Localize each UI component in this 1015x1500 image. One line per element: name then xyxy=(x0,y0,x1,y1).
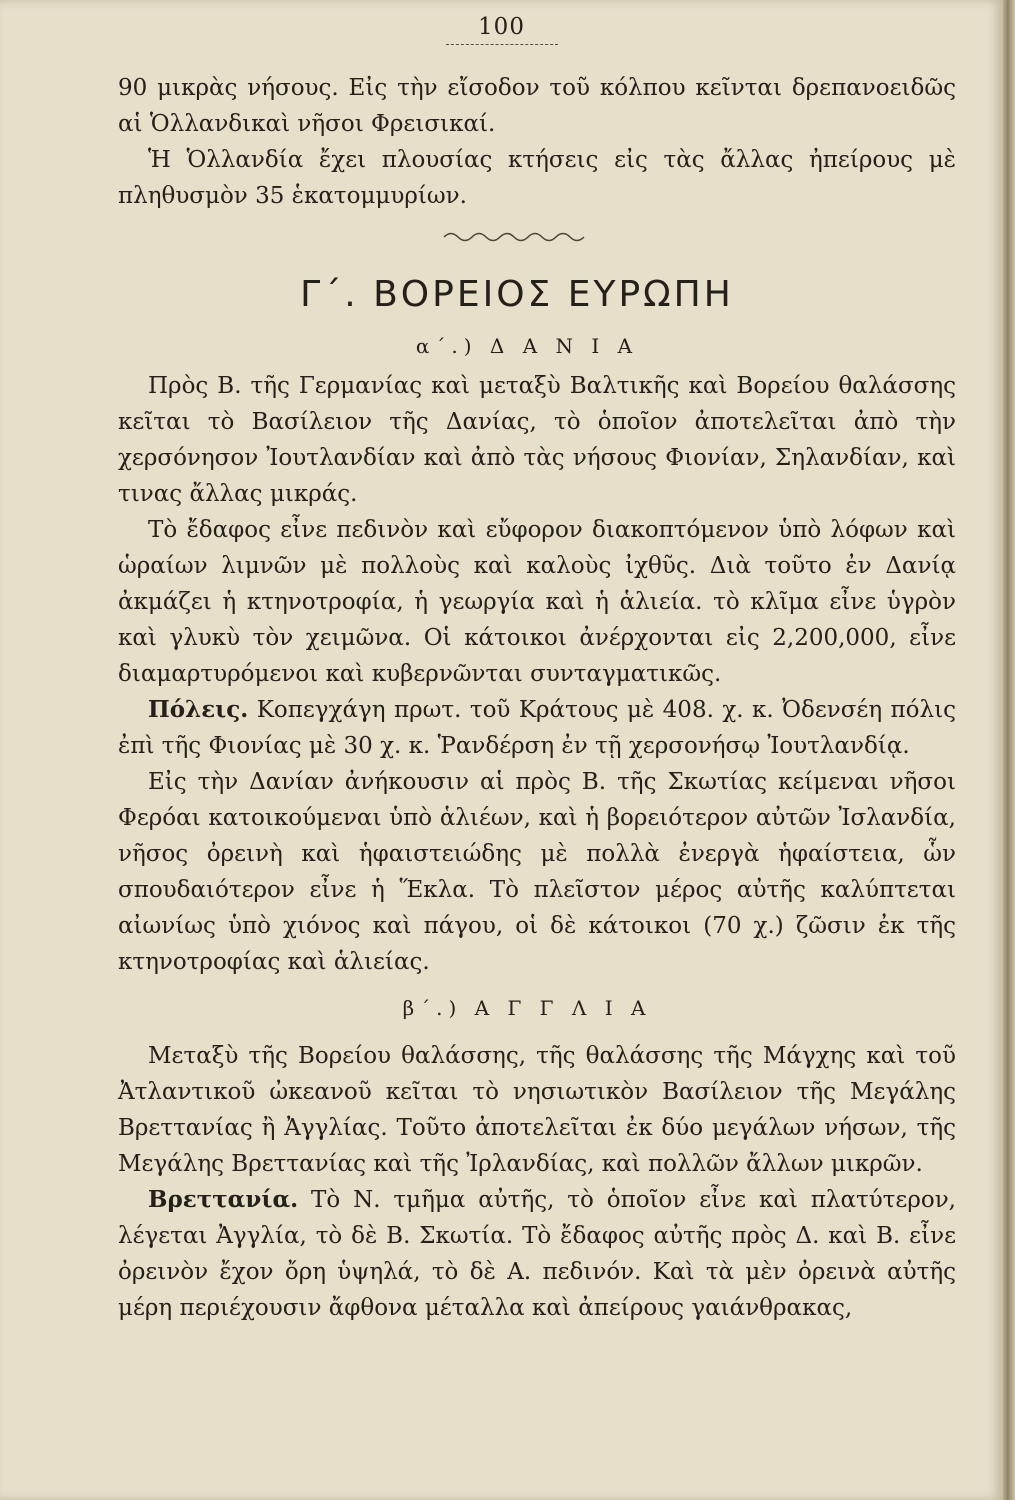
paragraph: Πρὸς Β. τῆς Γερμανίας καὶ μεταξὺ Βαλτικῆς καὶ Βορείου θαλάσσης κεῖται τὸ Βασίλειον τῆς Δανίας, τὸ ὁποῖον ἀποτελεῖται ἀπὸ τὴν χερσόνησον Ἰουτλανδίαν καὶ ἀπὸ τὰς νήσους Φιονίαν, Σηλανδίαν, καὶ τινας ἄλλας μικράς. xyxy=(118,373,956,507)
page-number: 100 xyxy=(478,14,525,40)
page-header xyxy=(0,14,1003,45)
subsection-heading-england: β΄.) Α Γ Γ Λ Ι Α xyxy=(402,996,652,1020)
paragraph: Μεταξὺ τῆς Βορείου θαλάσσης, τῆς θαλάσσης τῆς Μάγχης καὶ τοῦ Ἀτλαντικοῦ ὠκεανοῦ κεῖται τὸ νησιωτικὸν Βασίλειον τῆς Μεγάλης Βρεττανίας ἢ Ἀγγλίας. Τοῦτο ἀποτελεῖται ἐκ δύο μεγάλων νήσων, τῆς Μεγάλης Βρεττανίας καὶ τῆς Ἰρλανδίας, καὶ πολλῶν ἄλλων μικρῶν. xyxy=(118,1043,956,1177)
wavy-divider-ornament xyxy=(78,214,956,256)
paragraph: Τὸ ἔδαφος εἶνε πεδινὸν καὶ εὔφορον διακοπτόμενον ὑπὸ λόφων καὶ ὡραίων λιμνῶν μὲ πολλοὺς καὶ καλοὺς ἰχθῦς. Διὰ τοῦτο ἐν Δανίᾳ ἀκμάζει ἡ κτηνοτροφία, ἡ γεωργία καὶ ἡ ἁλιεία. τὸ κλῖμα εἶνε ὑγρὸν καὶ γλυκὺ τὸν χειμῶνα. Οἱ κάτοικοι ἀνέρχονται εἰς 2,200,000, εἶνε διαμαρτυρόμενοι καὶ κυβερνῶνται συνταγματικῶς. xyxy=(118,517,956,687)
cities-lead: Πόλεις. xyxy=(148,696,249,723)
section-heading: Γ΄. ΒΟΡΕΙΟΣ ΕΥΡΩΠΗ xyxy=(300,274,734,315)
britain-text: Τὸ Ν. τμῆμα αὐτῆς, τὸ ὁποῖον εἶνε καὶ πλατύτερον, λέγεται Ἀγγλία, τὸ δὲ Β. Σκωτία. Τὸ ἔδαφος αὐτῆς πρὸς Δ. καὶ Β. εἶνε ὀρεινὸν ἔχον ὄρη ὑψηλά, τὸ δὲ Α. πεδινόν. Καὶ τὰ μὲν ὀρεινὰ αὐτῆς μέρη περιέχουσιν ἄφθονα μέταλλα καὶ ἀπείρους γαιάνθρακας, xyxy=(118,1187,956,1321)
britain-lead: Βρεττανία. xyxy=(148,1186,299,1213)
paragraph: 90 μικρὰς νήσους. Εἰς τὴν εἴσοδον τοῦ κόλπου κεῖνται δρεπανοειδῶς αἱ Ὁλλανδικαὶ νῆσοι Φρεισικαί. xyxy=(118,75,956,137)
subsection-heading-denmark: α΄.) Δ Α Ν Ι Α xyxy=(415,334,639,358)
paragraph: Εἰς τὴν Δανίαν ἀνήκουσιν αἱ πρὸς Β. τῆς Σκωτίας κείμεναι νῆσοι Φερόαι κατοικούμεναι ὑπὸ ἁλιέων, καὶ ἡ βορειότερον αὐτῶν Ἰσλανδία, νῆσος ὀρεινὴ καὶ ἡφαιστειώδης μὲ πολλὰ ἐνεργὰ ἡφαίστεια, ὧν σπουδαιότερον εἶνε ἡ Ἕκλα. Τὸ πλεῖστον μέρος αὐτῆς καλύπτεται αἰωνίως ὑπὸ χιόνος καὶ πάγου, οἱ δὲ κάτοικοι (70 χ.) ζῶσιν ἐκ τῆς κτηνοτροφίας καὶ ἁλιείας. xyxy=(118,769,956,975)
paragraph: Ἡ Ὁλλανδία ἔχει πλουσίας κτήσεις εἰς τὰς ἄλλας ἠπείρους μὲ πληθυσμὸν 35 ἑκατομμυρίων. xyxy=(118,147,956,209)
paragraph-britain xyxy=(118,1182,956,1326)
page-body xyxy=(118,70,956,1326)
page-edge xyxy=(1003,0,1015,1500)
paragraph-cities xyxy=(118,692,956,764)
header-rule xyxy=(446,44,558,45)
wavy-line-icon xyxy=(442,228,592,242)
cities-text: Κοπεγχάγη πρωτ. τοῦ Κράτους μὲ 408. χ. κ. Ὀδενσέη πόλις ἐπὶ τῆς Φιονίας μὲ 30 χ. κ. Ῥανδέρση ἐν τῇ χερσονήσῳ Ἰουτλανδίᾳ. xyxy=(118,697,956,759)
